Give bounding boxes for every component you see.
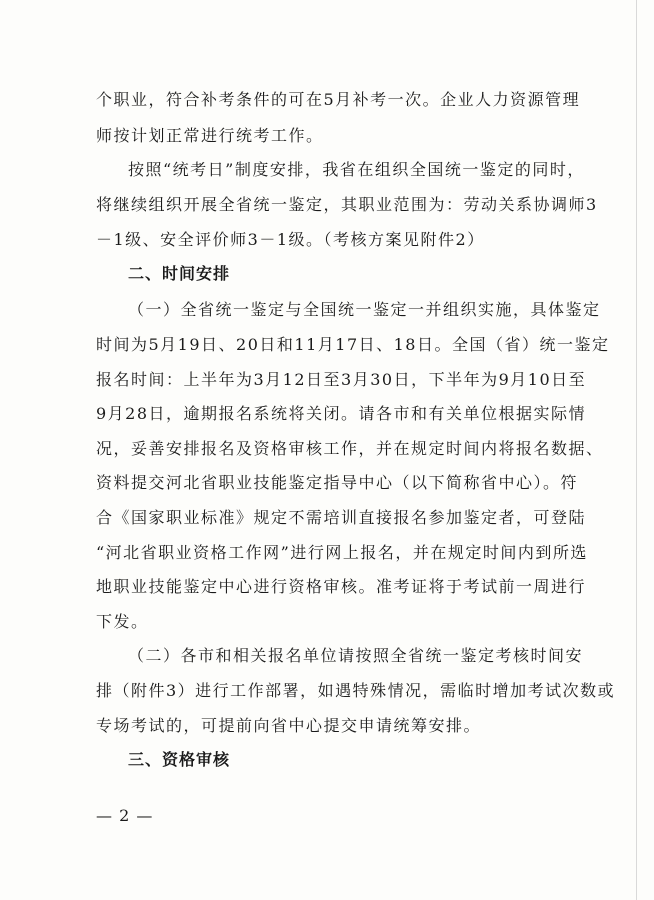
paragraph-line: （一）全省统一鉴定与全国统一鉴定一并组织实施，具体鉴定 [128,300,601,319]
paragraph-line: 况，妥善安排报名及资格审核工作，并在规定时间内将报名数据、 [96,439,604,458]
section-heading: 二、时间安排 [128,264,231,283]
paragraph-line: 将继续组织开展全省统一鉴定，其职业范围为：劳动关系协调师3 [96,195,598,214]
paragraph-line: 排（附件3）进行工作部署，如遇特殊情况，需临时增加考试次数或 [96,681,616,700]
page-number: — 2 — [96,806,154,825]
paragraph-line: 资料提交河北省职业技能鉴定指导中心（以下简称省中心）。符 [96,473,579,492]
paragraph-line: 下发。 [96,612,149,631]
paragraph-line: 地职业技能鉴定中心进行资格审核。准考证将于考试前一周进行 [96,577,587,596]
paragraph-line: “河北省职业资格工作网”进行网上报名，并在规定时间内到所选 [96,543,588,562]
scan-edge-divider [636,0,637,900]
paragraph-line: （二）各市和相关报名单位请按照全省统一鉴定考核时间安 [128,646,584,665]
paragraph-line: 合《国家职业标准》规定不需培训直接报名参加鉴定者，可登陆 [96,508,587,527]
paragraph-line: 报名时间：上半年为3月12日至3月30日，下半年为9月10日至 [96,370,587,389]
paragraph-line: 个职业，符合补考条件的可在5月补考一次。企业人力资源管理 [96,90,581,109]
paragraph-line: 时间为5月19日、20日和11月17日、18日。全国（省）统一鉴定 [96,335,610,354]
section-heading: 三、资格审核 [128,750,231,769]
paragraph-line: 按照“统考日”制度安排，我省在组织全国统一鉴定的同时， [128,160,585,179]
paragraph-line: 9月28日，逾期报名系统将关闭。请各市和有关单位根据实际情 [96,404,587,423]
paragraph-line: －1级、安全评价师3－1级。（考核方案见附件2） [96,230,485,249]
paragraph-line: 专场考试的，可提前向省中心提交申请统筹安排。 [96,716,482,735]
paragraph-line: 师按计划正常进行统考工作。 [96,126,324,145]
